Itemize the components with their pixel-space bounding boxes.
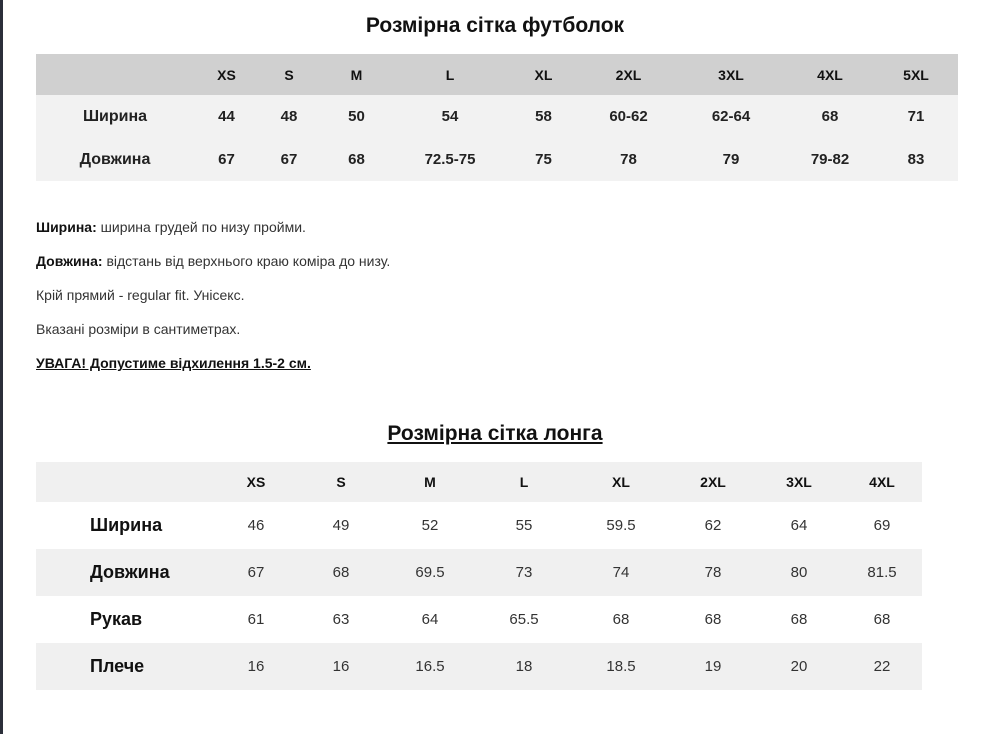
table-cell: 55 xyxy=(515,517,533,534)
tshirt-size-table xyxy=(36,54,958,181)
table-row xyxy=(36,596,922,643)
table-cell: 67 xyxy=(218,151,235,168)
note-length-text: відстань від верхнього краю коміра до низу. xyxy=(102,253,391,269)
table-cell: 64 xyxy=(421,611,439,628)
table-cell: 67 xyxy=(280,151,298,168)
table-cell: 68 xyxy=(873,611,891,628)
note-length-label: Довжина: xyxy=(36,253,103,269)
table-cell: 73 xyxy=(476,549,572,596)
note-length xyxy=(36,250,936,284)
table-row xyxy=(36,549,922,596)
table-cell: 80 xyxy=(756,549,842,596)
size-header: L xyxy=(394,54,506,95)
table-cell: 79 xyxy=(722,151,740,168)
size-header: 3XL xyxy=(676,54,786,95)
note-units: Вказані розміри в сантиметрах. xyxy=(36,321,241,337)
note-warning: УВАГА! Допустиме відхилення 1.5-2 см. xyxy=(36,355,311,371)
table-cell: 75 xyxy=(535,151,552,168)
table-cell: 78 xyxy=(670,549,756,596)
size-notes xyxy=(36,216,936,386)
row-label: Довжина xyxy=(36,549,214,596)
tshirt-header-row xyxy=(36,54,958,95)
size-header: 4XL xyxy=(786,54,874,95)
size-header: S xyxy=(298,462,384,502)
table-cell: 78 xyxy=(620,151,637,168)
size-header: M xyxy=(384,462,476,502)
note-width-text: ширина грудей по низу пройми. xyxy=(96,219,306,235)
longsleeve-size-chart-title xyxy=(0,422,990,446)
size-header: 4XL xyxy=(842,462,922,502)
row-label: Ширина xyxy=(82,107,148,125)
table-cell: 60-62 xyxy=(609,108,648,125)
size-header: S xyxy=(259,54,319,95)
table-cell: 68 xyxy=(821,108,839,125)
table-cell: 44 xyxy=(218,108,235,125)
row-label: Ширина xyxy=(90,515,163,535)
table-cell: 22 xyxy=(842,643,922,690)
table-cell: 63 xyxy=(332,611,350,628)
table-cell: 69 xyxy=(873,517,891,534)
size-header: 2XL xyxy=(581,54,676,95)
note-width-label: Ширина: xyxy=(36,219,97,235)
size-header: 2XL xyxy=(670,462,756,502)
table-cell: 18 xyxy=(476,643,572,690)
table-cell: 52 xyxy=(421,517,439,534)
table-cell: 59.5 xyxy=(606,517,636,534)
window-edge xyxy=(0,0,3,734)
table-row xyxy=(36,502,922,549)
table-cell: 72.5-75 xyxy=(424,151,476,168)
table-cell: 16.5 xyxy=(384,643,476,690)
table-row xyxy=(36,95,958,138)
table-cell: 19 xyxy=(670,643,756,690)
row-label: Довжина xyxy=(79,150,151,168)
longsleeve-header-row xyxy=(36,462,922,502)
table-cell: 71 xyxy=(907,108,925,125)
table-cell: 62 xyxy=(704,517,722,534)
table-row xyxy=(36,643,922,690)
table-cell: 61 xyxy=(247,611,265,628)
table-cell: 54 xyxy=(441,108,459,125)
size-header: XL xyxy=(506,54,581,95)
table-cell: 69.5 xyxy=(384,549,476,596)
table-cell: 58 xyxy=(535,108,552,125)
table-cell: 16 xyxy=(214,643,298,690)
table-row xyxy=(36,138,958,181)
size-header: XS xyxy=(194,54,259,95)
note-fit: Крій прямий - regular fit. Унісекс. xyxy=(36,287,245,303)
header-empty-cell xyxy=(36,54,194,95)
table-cell: 49 xyxy=(332,517,350,534)
table-cell: 81.5 xyxy=(842,549,922,596)
table-cell: 74 xyxy=(572,549,670,596)
table-cell: 62-64 xyxy=(711,108,751,125)
table-cell: 16 xyxy=(298,643,384,690)
table-cell: 68 xyxy=(704,611,722,628)
tshirt-size-chart-title: Розмірна сітка футболок xyxy=(365,14,625,37)
table-cell: 18.5 xyxy=(572,643,670,690)
size-header: 3XL xyxy=(756,462,842,502)
table-cell: 67 xyxy=(214,549,298,596)
note-width xyxy=(36,216,936,250)
table-cell: 68 xyxy=(298,549,384,596)
row-label: Рукав xyxy=(90,609,143,629)
size-header: XL xyxy=(572,462,670,502)
size-header: L xyxy=(476,462,572,502)
size-header: M xyxy=(319,54,394,95)
table-cell: 50 xyxy=(348,108,365,125)
row-label: Плече xyxy=(36,643,214,690)
table-cell: 65.5 xyxy=(509,611,539,628)
table-cell: 68 xyxy=(612,611,630,628)
longsleeve-title-text: Розмірна сітка лонга xyxy=(387,422,603,445)
table-cell: 68 xyxy=(790,611,808,628)
size-header: 5XL xyxy=(874,54,958,95)
table-cell: 48 xyxy=(280,108,298,125)
table-cell: 20 xyxy=(756,643,842,690)
table-cell: 79-82 xyxy=(810,151,850,168)
table-cell: 46 xyxy=(247,517,265,534)
header-empty-cell xyxy=(36,462,214,502)
table-cell: 68 xyxy=(348,151,365,168)
longsleeve-size-table xyxy=(36,462,922,690)
table-cell: 83 xyxy=(907,151,925,168)
size-header: XS xyxy=(214,462,298,502)
table-cell: 64 xyxy=(790,517,808,534)
